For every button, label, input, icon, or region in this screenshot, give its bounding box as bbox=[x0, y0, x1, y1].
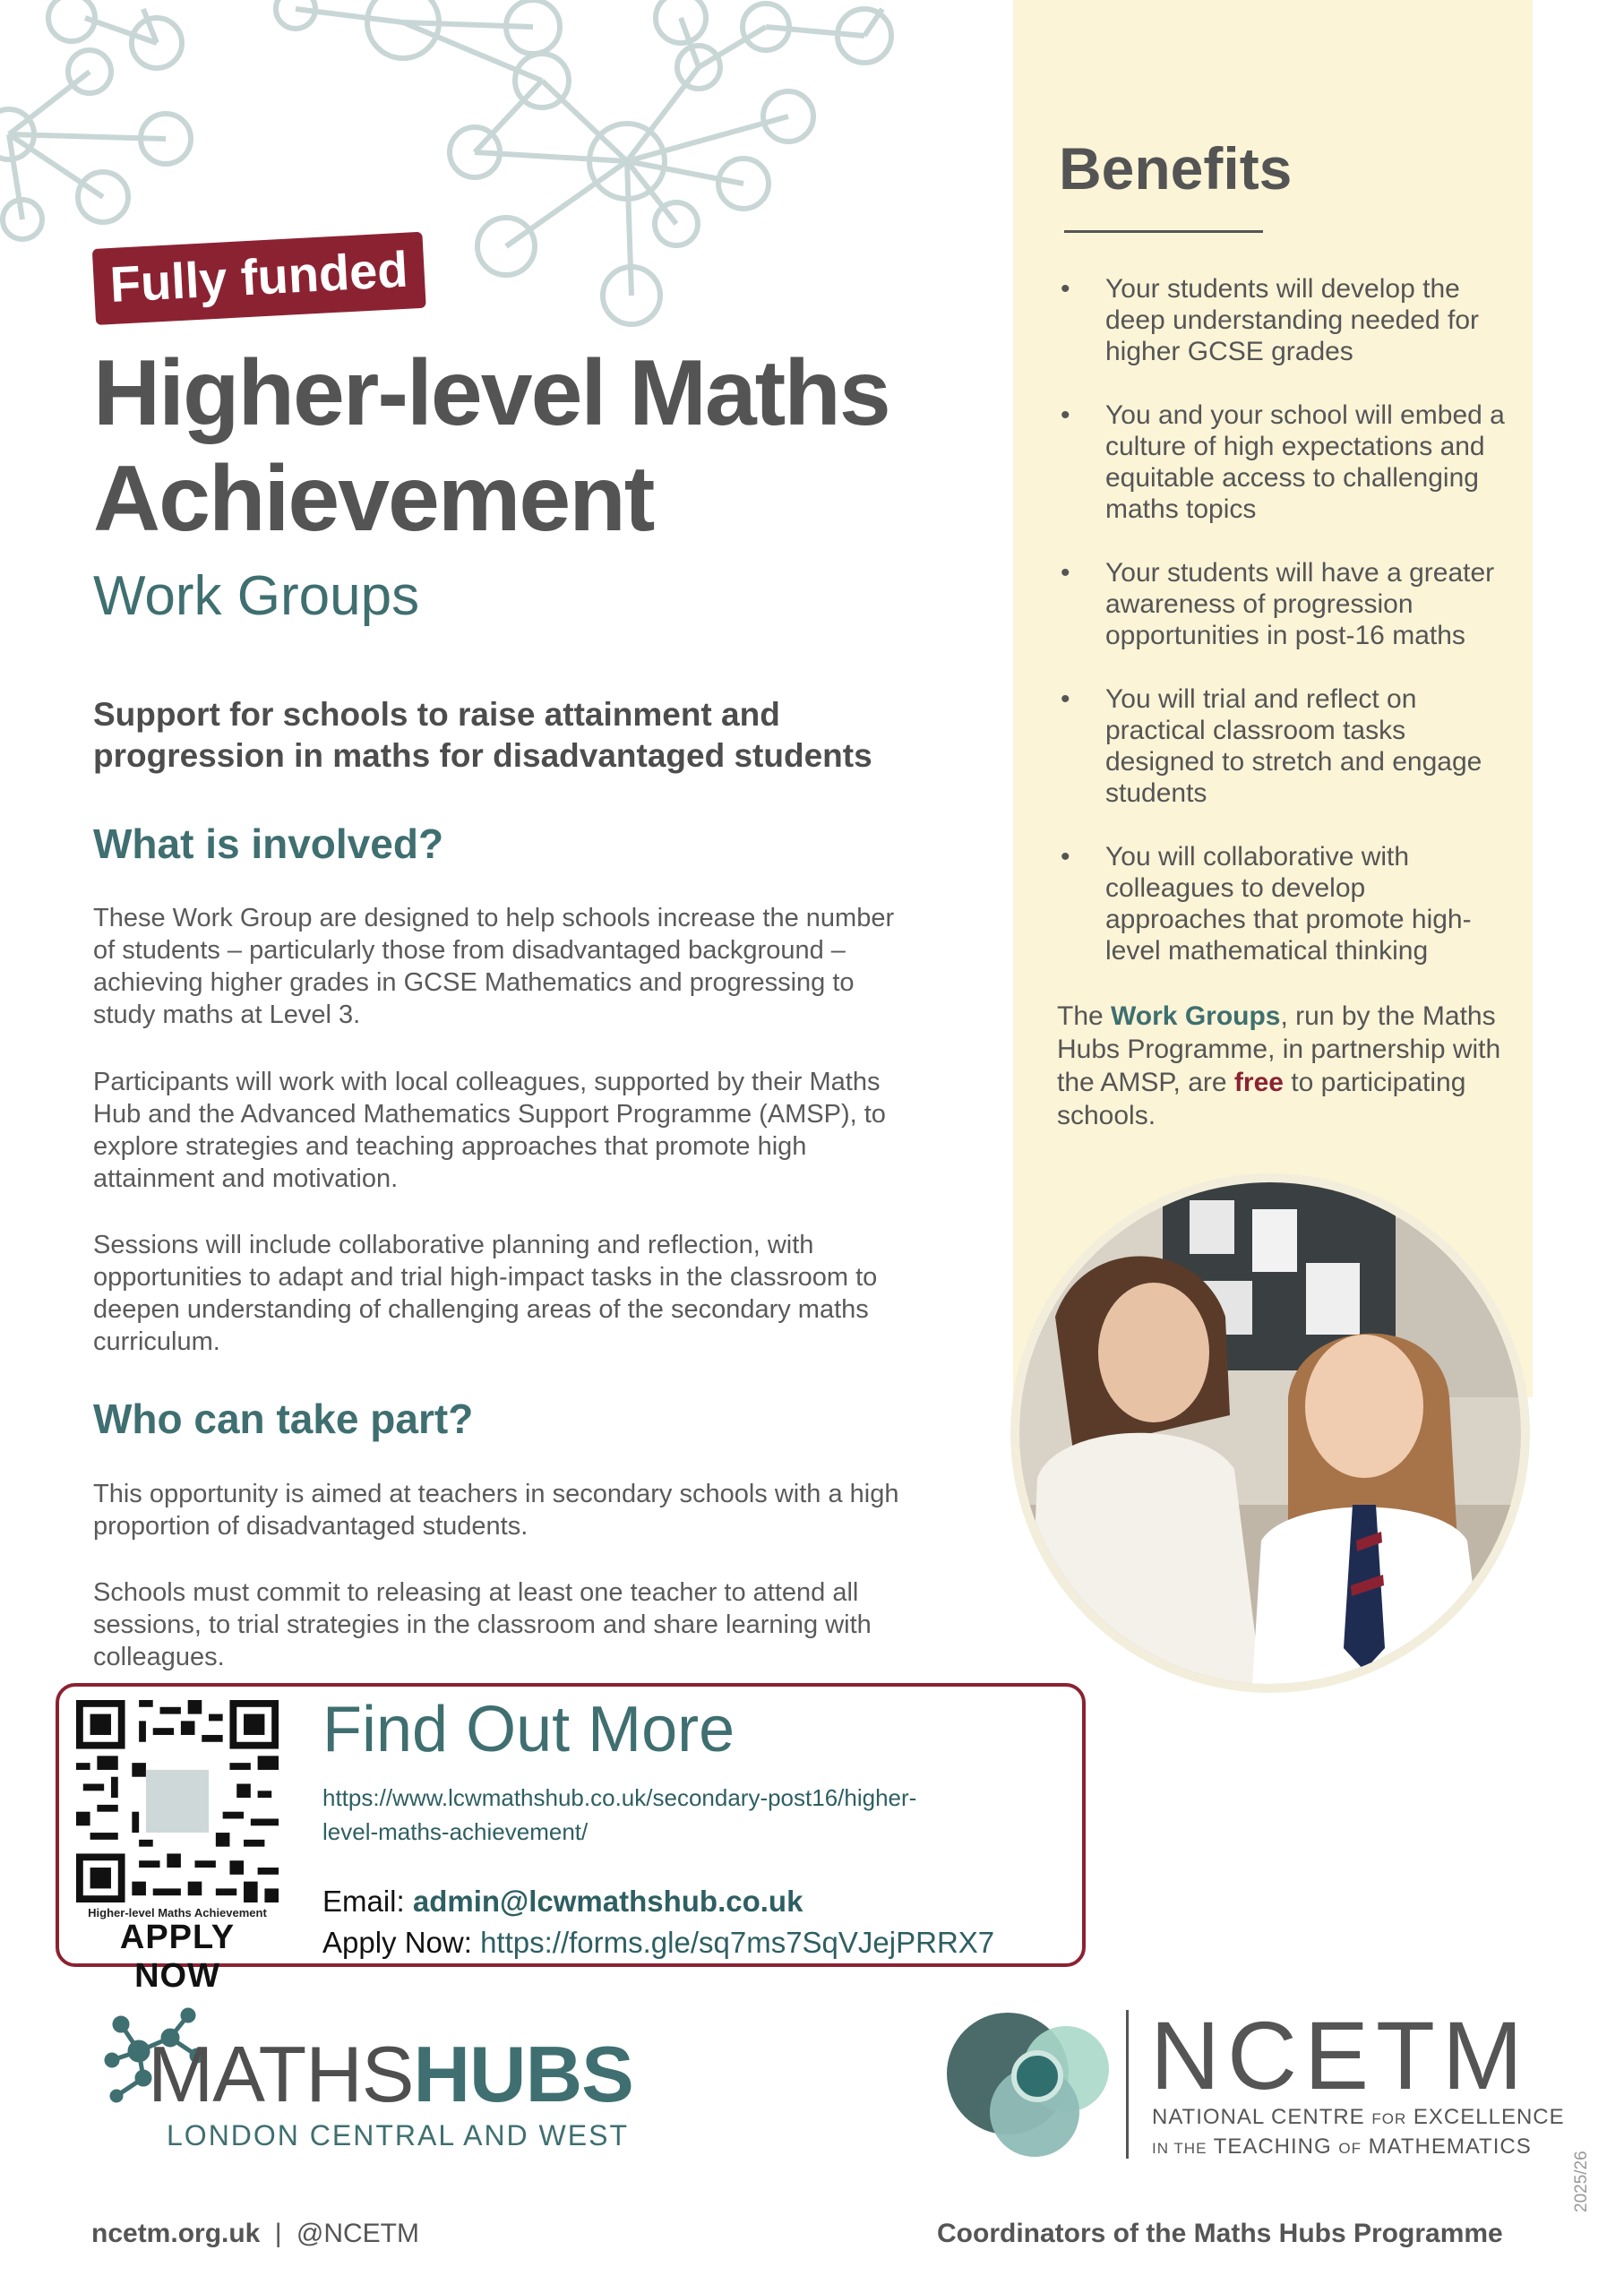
email-line: Email: admin@lcwmathshub.co.uk bbox=[322, 1885, 803, 1918]
benefit-item: • You and your school will embed a culture of high expectations and equitable access to challenging maths topics bbox=[1061, 400, 1505, 524]
lead-text: Support for schools to raise attainment and progression in maths for disadvantaged students bbox=[93, 696, 872, 774]
maths-hubs-wordmark: MATHSHUBS bbox=[148, 2030, 633, 2118]
year-label: 2025/26 bbox=[1572, 2151, 1591, 2212]
site-link[interactable]: ncetm.org.uk bbox=[91, 2219, 261, 2248]
ncetm-wordmark: NCETM bbox=[1150, 2001, 1530, 2109]
qr-caption: Higher-level Maths Achievement bbox=[88, 1906, 267, 1919]
qr-apply-label: APPLY NOW bbox=[119, 1919, 236, 1995]
classroom-photo bbox=[1019, 1182, 1521, 1684]
title-line-1: Higher-level Maths bbox=[93, 341, 889, 445]
benefit-item: • You will trial and reflect on practical classroom tasks designed to stretch and engage students bbox=[1061, 684, 1482, 808]
maths-hubs-region: LONDON CENTRAL AND WEST bbox=[167, 2119, 629, 2151]
page-title bbox=[93, 340, 889, 552]
bullet: • bbox=[1061, 558, 1070, 588]
qr-code-icon[interactable] bbox=[76, 1700, 279, 1902]
bullet: • bbox=[1061, 400, 1070, 430]
involved-paragraph-1: These Work Group are designed to help schools increase the number of students – particularly those from disadvantaged background – achieving higher grades in GCSE Mathematics and progressing to study maths at Level 3. bbox=[93, 904, 895, 1029]
info-link[interactable]: https://www.lcwmathshub.co.uk/secondary-post16/higher-level-maths-achievement/ bbox=[322, 1784, 917, 1845]
benefit-item: • You will collaborative with colleagues to develop approaches that promote high-level mathematical thinking bbox=[1061, 842, 1472, 966]
participants-heading: Who can take part? bbox=[93, 1396, 474, 1442]
benefits-heading: Benefits bbox=[1059, 135, 1293, 202]
footer-links: ncetm.org.uk | @NCETM bbox=[91, 2219, 419, 2248]
ncetm-tagline-1: NATIONAL CENTRE FOR EXCELLENCE bbox=[1152, 2105, 1565, 2129]
benefits-divider bbox=[1064, 230, 1263, 233]
apply-link[interactable]: https://forms.gle/sq7ms7SqVJejPRRX7 bbox=[480, 1926, 995, 1959]
ncetm-divider bbox=[1126, 2010, 1129, 2159]
find-out-more-title: Find Out More bbox=[322, 1694, 735, 1765]
twitter-handle[interactable]: @NCETM bbox=[296, 2219, 419, 2248]
involved-paragraph-2: Participants will work with local colleagues, supported by their Maths Hub and the Advanced Mathematics Support Programme (AMSP), to explore strategies and teaching approaches that promote high attainment and motivation. bbox=[93, 1068, 886, 1193]
work-groups-note: The Work Groups, run by the Maths Hubs Programme, in partnership with the AMSP, are free to participating schools. bbox=[1057, 1001, 1501, 1130]
email-link[interactable]: admin@lcwmathshub.co.uk bbox=[412, 1885, 803, 1918]
benefit-item: • Your students will develop the deep understanding needed for higher GCSE grades bbox=[1061, 274, 1480, 366]
ncetm-tagline-2: IN THE TEACHING OF MATHEMATICS bbox=[1152, 2134, 1532, 2159]
coordinators-text: Coordinators of the Maths Hubs Programme bbox=[937, 2219, 1503, 2248]
apply-line: Apply Now: https://forms.gle/sq7ms7SqVJejPRRX7 bbox=[322, 1926, 995, 1959]
fully-funded-badge: Fully funded bbox=[92, 232, 426, 325]
involved-heading: What is involved? bbox=[93, 820, 444, 867]
benefits-list bbox=[1059, 273, 1507, 999]
page-subtitle: Work Groups bbox=[93, 565, 420, 627]
participants-paragraph-2: Schools must commit to releasing at least one teacher to attend all sessions, to trial strategies in the classroom and share learning with colleagues. bbox=[93, 1578, 872, 1671]
ncetm-logo-icon bbox=[941, 2006, 1120, 2159]
title-line-2: Achievement bbox=[93, 447, 654, 551]
bullet: • bbox=[1061, 274, 1070, 304]
involved-paragraph-3: Sessions will include collaborative planning and reflection, with opportunities to adapt and trial high-impact tasks in the classroom to deepen understanding of challenging areas of the secondary maths curriculum. bbox=[93, 1231, 878, 1356]
bullet: • bbox=[1061, 684, 1070, 714]
bullet: • bbox=[1061, 842, 1070, 872]
participants-paragraph-1: This opportunity is aimed at teachers in secondary schools with a high proportion of disadvantaged students. bbox=[93, 1480, 899, 1541]
benefit-item: • Your students will have a greater awareness of progression opportunities in post-16 maths bbox=[1061, 558, 1495, 650]
